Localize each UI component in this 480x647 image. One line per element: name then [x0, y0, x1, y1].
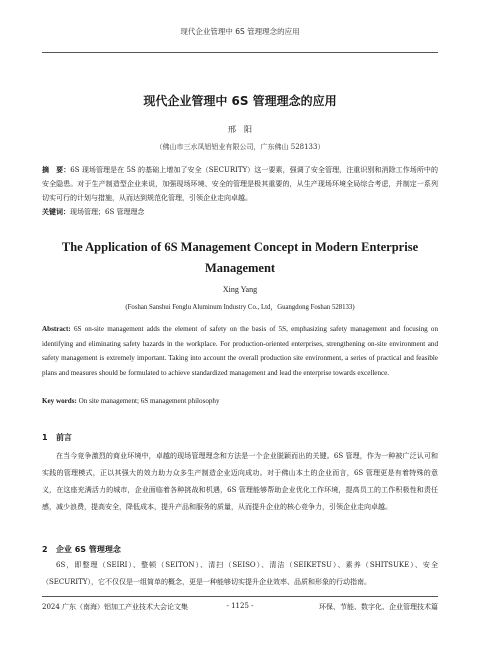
chinese-abstract-text: 6S 现场管理是在 5S 的基础上增加了安全（SECURITY）这一要素，强调了安全管理，注重识别和消除工作场所中的安全隐患。对于生产制造型企业来说，加强现场环境、安全的管理是极其重要的，从生产现场环境全局综合考虑，并制定一系列切实可行的计划与措施，从而达到规范化管理，引领企业走向卓越。 [42, 166, 438, 202]
running-header: 现代企业管理中 6S 管理理念的应用 [180, 27, 300, 36]
chinese-abstract-label: 摘 要： [42, 166, 71, 174]
footer-section-title: 环保、节能、数字化、企业管理技术篇 [319, 603, 438, 611]
header-rule [42, 52, 438, 53]
english-abstract [42, 322, 438, 396]
footer-proceedings-title: 2024 广东（南海）铝加工产业技术大会论文集 [42, 603, 189, 611]
footer-rule [42, 596, 438, 597]
chinese-author: 邢 阳 [228, 125, 252, 134]
chinese-affiliation: （佛山市三水凤铝铝业有限公司，广东佛山 528133） [155, 143, 325, 151]
section-2-title: 企业 6S 管理理念 [55, 545, 121, 554]
english-author: Xing Yang [222, 285, 258, 294]
chinese-keywords [42, 205, 438, 219]
english-keywords [42, 394, 438, 408]
section-1-title: 前言 [55, 433, 72, 442]
chinese-title: 现代企业管理中 6S 管理理念的应用 [143, 94, 337, 108]
english-abstract-label: Abstract: [42, 325, 71, 333]
section-2-paragraph: 6S，即整理（SEIRI）、整顿（SEITON）、清扫（SEISO）、清洁（SEIKETSU）、素养（SHITSUKE）、安全（SECURITY），它不仅仅是一组简单的概念，更是一种能够切实提升企业效率、品质和形象的行动指南。 [42, 561, 438, 586]
chinese-keywords-text: 现场管理；6S 管理理念 [70, 208, 145, 216]
section-1-heading [42, 432, 72, 443]
section-2-number: 2 [42, 545, 48, 554]
chinese-keywords-label: 关键词： [42, 208, 70, 216]
footer-page-number: - 1125 - [226, 602, 254, 610]
page-footer [42, 602, 438, 614]
section-1-paragraph: 在当今竞争激烈的商业环境中，卓越的现场管理理念和方法是一个企业脱颖而出的关键。6S 管理，作为一种被广泛认可和实践的管理模式，正以其强大的效力助力众多生产制造企业迈向成功。对于佛山本土的企业而言，6S 管理更是有着特殊的意义，在这座充满活力的城市，企业面临着各种挑战和机遇，6S 管理能够帮助企业优化工作环境，提高员工的工作积极性和责任感，减少浪费，提高安全，降低成本，提升产品和服务的质量，从而提升企业的核心竞争力，引领企业走向卓越。 [42, 452, 438, 511]
section-1-number: 1 [42, 433, 48, 442]
english-keywords-text: On site management; 6S management philosophy [78, 397, 220, 405]
english-title: The Application of 6S Management Concept in Modern Enterprise Management [61, 240, 419, 275]
english-affiliation: (Foshan Sanshui Fenglu Aluminum Industry Co., Ltd，Guangdong Foshan 528133) [125, 304, 355, 311]
english-keywords-label: Key words: [42, 397, 77, 405]
section-2-heading [42, 544, 121, 555]
english-abstract-text: 6S on-site management adds the element of safety on the basis of 5S, emphasizing safety management and focusing on identifying and eliminating safety hazards in the workplace. For production-oriented enterprises, strengthening on-site environment and safety management is extremely important. Taking into account the overall production site environment, a series of practical and feasible plans and measures should be formulated to achieve standardized management and lead the enterprise towards excellence. [42, 325, 438, 377]
